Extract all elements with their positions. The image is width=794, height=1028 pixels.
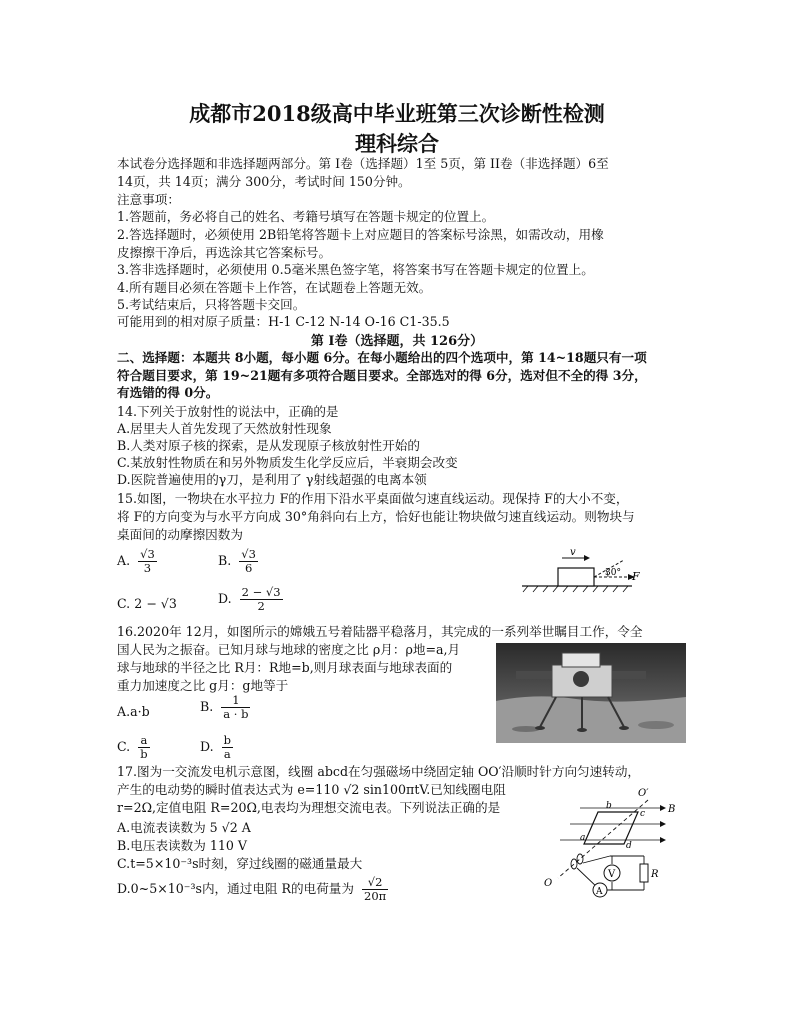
exam-title: 成都市2018级高中毕业班第三次诊断性检测 [189,101,605,126]
svg-text:d: d [626,841,632,851]
q17-option-b: B.电压表读数为 110 V [117,838,247,853]
q16-option-d: D. $\frac{b}{a}$ [200,733,232,761]
q16-stem: 国人民为之振奋。已知月球与地球的密度之比 ρ月：ρ地=a,月 [117,642,461,657]
intro-line: 1.答题前，务必将自己的姓名、考籍号填写在答题卡规定的位置上。 [117,209,495,224]
q16-stem: 球与地球的半径之比 R月：R地=b,则月球表面与地球表面的 [117,660,453,675]
q15-option-b: B. $\frac{√3}{6}$ [218,547,256,575]
q15-option-a: A. $\frac{√3}{3}$ [117,547,155,575]
q16-option-a: A.a·b [117,704,150,719]
q14-option-c: C.某放射性物质在和另外物质发生化学反应后，半衰期会改变 [117,455,458,470]
intro-line: 皮擦擦干净后，再选涂其它答案标号。 [117,245,332,260]
q16-option-b: B. $\frac{1}{a \cdot b}$ [200,693,249,721]
q17-stem: 产生的电动势的瞬时值表达式为 e=110 √2 sin100πtV.已知线圈电阻 [117,782,506,797]
section-instruction: 二、选择题：本题共 8小题，每小题 6分。在每小题给出的四个选项中，第 14~18题只有一项 [117,350,647,365]
intro-line: 注意事项： [117,192,180,207]
section-title: 第 I卷（选择题，共 126分） [310,334,484,349]
q15-block-figure [520,546,648,596]
exam-subtitle: 理科综合 [355,131,439,156]
lunar-lander-photo [496,643,686,743]
q17-option-d: D.0~5×10⁻³s内，通过电阻 R的电荷量为 $\frac{√2}{20\pi}$ [117,875,387,903]
intro-line: 4.所有题目必须在答题卡上作答，在试题卷上答题无效。 [117,280,432,295]
svg-text:a: a [580,833,586,843]
q14-option-a: A.居里夫人首先发现了天然放射性现象 [117,421,332,436]
q15-stem: 将 F的方向变为与水平方向成 30°角斜向右上方，恰好也能让物块做匀速直线运动。则物块与 [117,509,635,524]
section-instruction: 符合题目要求，第 19~21题有多项符合题目要求。全部选对的得 6分，选对但不全的得 3分， [117,368,647,383]
svg-text:R: R [651,869,659,880]
svg-text:b: b [606,801,612,811]
section-instruction: 有选错的得 0分。 [117,385,219,400]
intro-line: 14页，共 14页；满分 300分，考试时间 150分钟。 [117,174,411,189]
q15-stem: 桌面间的动摩擦因数为 [117,527,243,542]
svg-text:O: O [544,878,553,889]
svg-text:V: V [608,869,616,880]
atomic-mass-line: 可能用到的相对原子质量：H-1 C-12 N-14 O-16 C1-35.5 [117,314,450,329]
q15-option-c: C. 2 − √3 [117,596,177,611]
q17-option-a: A.电流表读数为 5 √2 A [117,820,251,835]
q15-stem: 15.如图，一物块在水平拉力 F的作用下沿水平桌面做匀速直线运动。现保持 F的大小不变， [117,491,629,506]
q14-stem: 14.下列关于放射性的说法中，正确的是 [117,404,339,419]
angle-label: 30° [605,568,621,578]
q14-option-d: D.医院普遍使用的γ刀，是利用了 γ射线超强的电离本领 [117,472,427,487]
intro-line: 3.答非选择题时，必须使用 0.5毫米黑色签字笔，将答案书写在答题卡规定的位置上。 [117,262,594,277]
q16-stem: 重力加速度之比 g月：g地等于 [117,678,289,693]
intro-line: 2.答选择题时，必须使用 2B铅笔将答题卡上对应题目的答案标号涂黑，如需改动，用橡 [117,227,604,242]
svg-text:A: A [596,887,603,897]
q16-option-c: C. $\frac{a}{b}$ [117,733,148,761]
q15-option-d: D. $\frac{2 - √3}{2}$ [218,585,281,613]
q17-stem: r=2Ω,定值电阻 R=20Ω,电表均为理想交流电表。下列说法正确的是 [117,800,501,815]
force-label: F [632,570,640,583]
svg-text:O′: O′ [638,788,649,799]
velocity-label: v [570,547,576,558]
q17-generator-figure [540,782,690,900]
intro-line: 5.考试结束后，只将答题卡交回。 [117,297,306,312]
intro-line: 本试卷分选择题和非选择题两部分。第 I卷（选择题）1至 5页，第 II卷（非选择题）6至 [117,156,609,171]
q17-option-c: C.t=5×10⁻³s时刻，穿过线圈的磁通量最大 [117,856,363,871]
q16-stem: 16.2020年 12月，如图所示的嫦娥五号着陆器平稳落月，其完成的一系列举世瞩目工作，令全 [117,624,643,639]
q14-option-b: B.人类对原子核的探索，是从发现原子核放射性开始的 [117,438,420,453]
q17-stem: 17.图为一交流发电机示意图，线圈 abcd在匀强磁场中绕固定轴 OO′沿顺时针方向匀速转动， [117,764,641,779]
svg-text:c: c [640,809,646,819]
svg-text:B: B [668,804,676,815]
